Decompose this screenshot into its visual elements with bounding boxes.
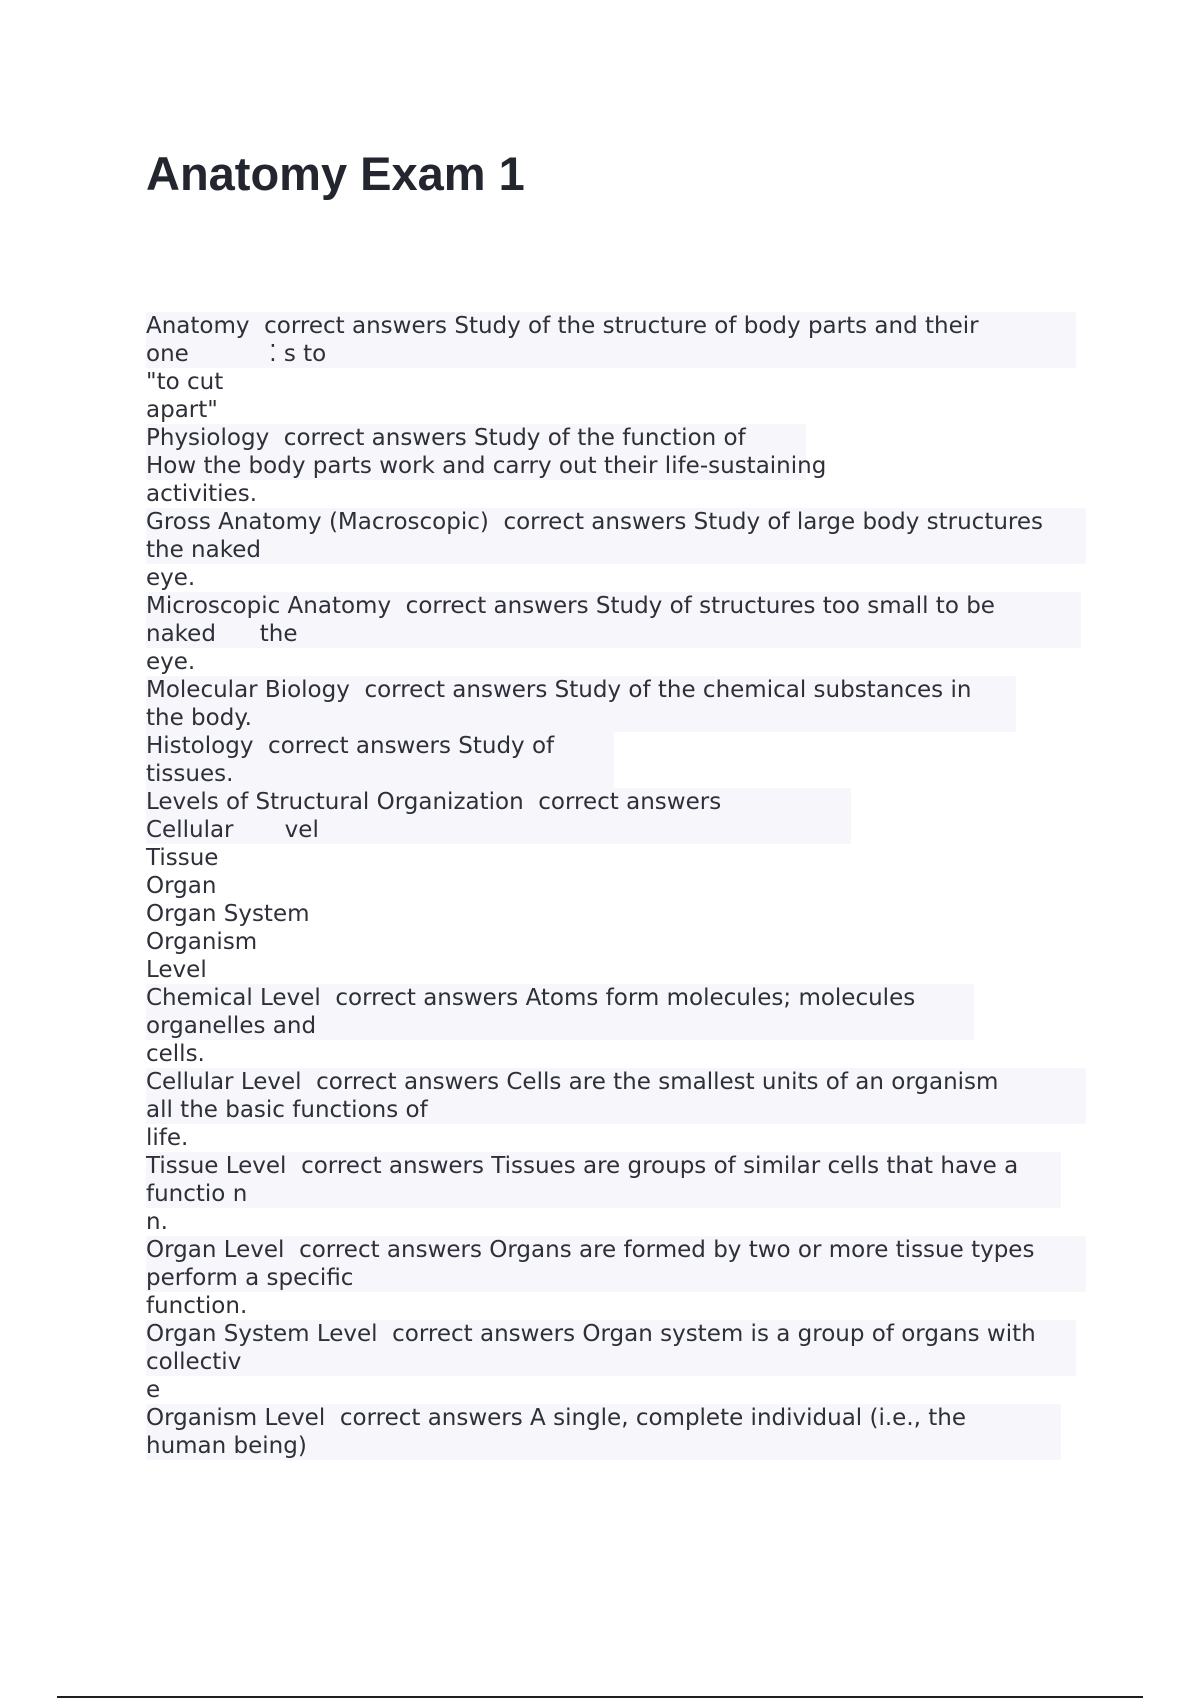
entry-line: e bbox=[146, 1377, 161, 1403]
page-bottom-rule bbox=[57, 1696, 1143, 1698]
entry-line: the body. bbox=[146, 705, 252, 731]
entry-line: Microscopic Anatomy correct answers Study of structures too small to be bbox=[146, 593, 995, 619]
entry-line: tissues. bbox=[146, 761, 234, 787]
document-body bbox=[146, 312, 1096, 1460]
entry-line: "to cut bbox=[146, 369, 224, 395]
entry-line: Organ System Level correct answers Organ system is a group of organs with bbox=[146, 1321, 1036, 1347]
entry-line: n. bbox=[146, 1209, 168, 1235]
entry-levels-of-organization bbox=[146, 788, 1096, 984]
entry-microscopic-anatomy bbox=[146, 592, 1096, 676]
entry-line: function. bbox=[146, 1293, 248, 1319]
entry-line: activities. bbox=[146, 481, 258, 507]
entry-line: naked the bbox=[146, 621, 298, 647]
entry-line: Tissue Level correct answers Tissues are groups of similar cells that have a bbox=[146, 1153, 1019, 1179]
entry-line: How the body parts work and carry out their life-sustaining bbox=[146, 453, 827, 479]
entry-line: organelles and bbox=[146, 1013, 317, 1039]
entry-physiology bbox=[146, 424, 1096, 508]
entry-line: Levels of Structural Organization correct answers bbox=[146, 789, 722, 815]
entry-line: apart" bbox=[146, 397, 218, 423]
entry-histology bbox=[146, 732, 1096, 788]
entry-line: Gross Anatomy (Macroscopic) correct answers Study of large body structures bbox=[146, 509, 1044, 535]
entry-organism-level bbox=[146, 1404, 1096, 1460]
entry-line: eye. bbox=[146, 565, 196, 591]
entry-line: the naked bbox=[146, 537, 261, 563]
entry-line: human being) bbox=[146, 1433, 307, 1459]
entry-line: Histology correct answers Study of bbox=[146, 733, 555, 759]
entry-tissue-level bbox=[146, 1152, 1096, 1236]
entry-line: Tissue bbox=[146, 845, 219, 871]
entry-line: Organ bbox=[146, 873, 217, 899]
entry-organ-system-level bbox=[146, 1320, 1096, 1404]
entry-line: all the basic functions of bbox=[146, 1097, 428, 1123]
page-title: Anatomy Exam 1 bbox=[146, 147, 525, 200]
entry-line: life. bbox=[146, 1125, 189, 1151]
entry-cellular-level bbox=[146, 1068, 1096, 1152]
entry-line: Anatomy correct answers Study of the structure of body parts and their bbox=[146, 313, 979, 339]
entry-line: Level bbox=[146, 957, 207, 983]
entry-line: Cellular Level correct answers Cells are the smallest units of an organism bbox=[146, 1069, 999, 1095]
entry-line: cells. bbox=[146, 1041, 205, 1067]
entry-line: one ⁚ s to bbox=[146, 341, 327, 367]
entry-organ-level bbox=[146, 1236, 1096, 1320]
entry-line: Physiology correct answers Study of the function of bbox=[146, 425, 746, 451]
entry-line: Organ System bbox=[146, 901, 310, 927]
entry-line: collectiv bbox=[146, 1349, 242, 1375]
entry-gross-anatomy bbox=[146, 508, 1096, 592]
entry-anatomy bbox=[146, 312, 1096, 424]
entry-line: Organ Level correct answers Organs are formed by two or more tissue types bbox=[146, 1237, 1035, 1263]
entry-line: Organism bbox=[146, 929, 258, 955]
entry-chemical-level bbox=[146, 984, 1096, 1068]
entry-line: Chemical Level correct answers Atoms form molecules; molecules bbox=[146, 985, 916, 1011]
entry-line: Organism Level correct answers A single, complete individual (i.e., the bbox=[146, 1405, 966, 1431]
entry-line: functio n bbox=[146, 1181, 248, 1207]
entry-line: eye. bbox=[146, 649, 196, 675]
entry-line: Molecular Biology correct answers Study of the chemical substances in bbox=[146, 677, 972, 703]
entry-line: perform a specific bbox=[146, 1265, 354, 1291]
entry-molecular-biology bbox=[146, 676, 1096, 732]
entry-line: Cellular vel bbox=[146, 817, 319, 843]
